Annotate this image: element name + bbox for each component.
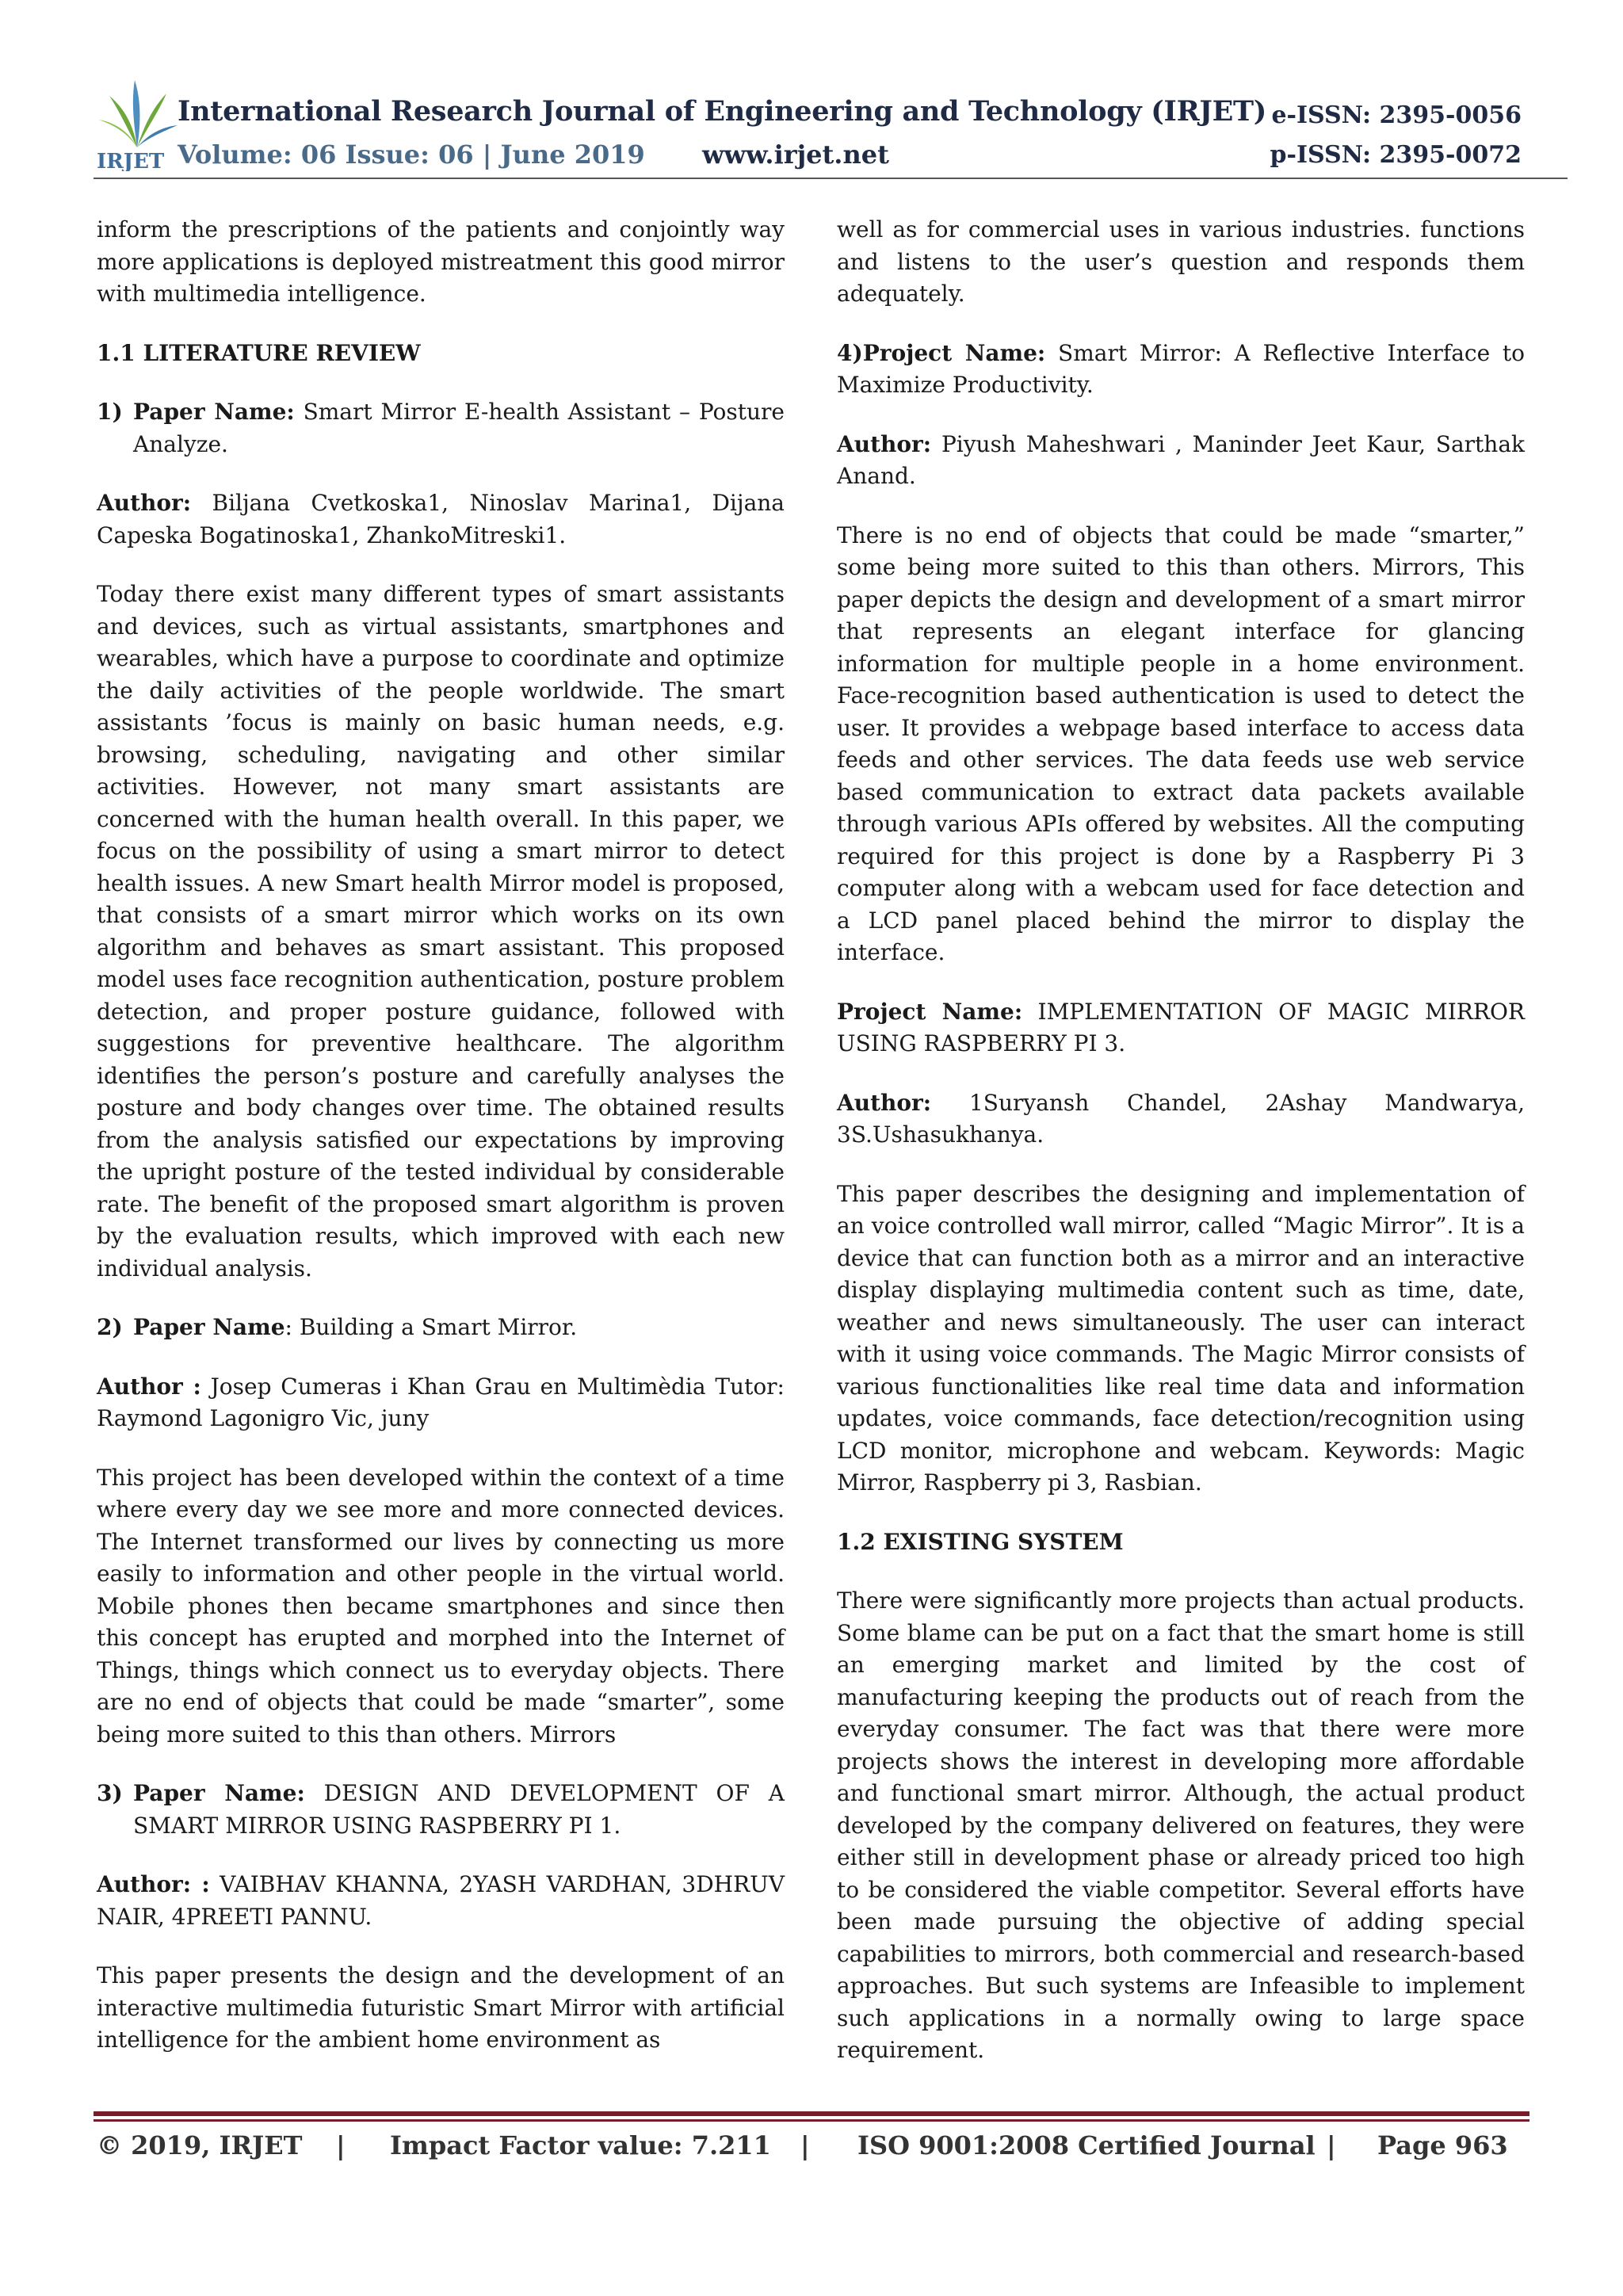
paper-2-number: 2) — [97, 1314, 123, 1340]
paper-3-abstract: This paper presents the design and the development of an interactive multimedia futuristic Smart Mirror with artificial intelligence for the ambient home environment as — [97, 1962, 785, 2053]
paper-1-authors — [97, 487, 785, 552]
journal-title: International Research Journal of Engineering and Technology (IRJET) — [178, 95, 1267, 128]
footer-impact-factor: Impact Factor value: 7.211 — [390, 2130, 771, 2160]
existing-system-body: There were significantly more projects than actual products. Some blame can be put on a fact that the smart home is still an emerging market and limited by the cost of manufacturing keeping the products out of reach from the everyday consumer. The fact was that there were more projects shows the interest in developing more affordable and functional smart mirror. Although, the actual product developed by the company delivered on features, they were either still in development phase or already priced too high to be considered the viable competitor. Several efforts have been made pursuing the objective of adding special capabilities to mirrors, both commercial and research-based approaches. But such systems are Infeasible to implement such applications in a normally owing to large space requirement. — [837, 1587, 1525, 2063]
project-4-label: 4)Project Name: — [837, 339, 1046, 366]
project-5-author-label: Author: — [837, 1089, 932, 1116]
footer-divider-bottom — [94, 2119, 1529, 2122]
paper-3-author-label: Author: : — [97, 1871, 210, 1897]
paper-2-author-label: Author : — [97, 1373, 201, 1400]
footer-separator: | — [336, 2130, 346, 2160]
page-footer — [97, 2130, 1533, 2170]
project-5-name: IMPLEMENTATION OF MAGIC MIRROR USING RASPBERRY PI 3. — [837, 998, 1525, 1056]
e-issn: e-ISSN: 2395-0056 — [1271, 101, 1522, 129]
right-column — [837, 214, 1525, 2094]
project-5-abstract: This paper describes the designing and implementation of an voice controlled wall mirror, called “Magic Mirror”. It is a device that can function both as a mirror and an interactive display displaying multimedia content such as time, date, weather and news simultaneously. The user can interact with it using voice commands. The Magic Mirror consists of various functionalities like real time data and information updates, voice commands, face detection/recognition using LCD monitor, microphone and webcam. Keywords: Magic Mirror, Raspberry pi 3, Rasbian. — [837, 1180, 1525, 1496]
paper-3-title — [97, 1778, 785, 1842]
paper-1-abstract: Today there exist many different types of smart assistants and devices, such as virtual assistants, smartphones and wearables, which have a purpose to coordinate and optimize the daily activities of the people worldwide. The smart assistants ’focus is mainly on basic human needs, e.g. browsing, scheduling, navigating and other similar activities. However, not many smart assistants are concerned with the human health overall. In this paper, we focus on the possibility of using a smart mirror to detect health issues. A new Smart health Mirror model is proposed, that consists of a smart mirror which works on its own algorithm and behaves as smart assistant. This proposed model uses face recognition authentication, posture problem detection, and proper posture guidance, followed with suggestions for preventive healthcare. The algorithm identifies the person’s posture and carefully analyses the posture and body changes over time. The obtained results from the analysis satisfied our expectations by improving the upright posture of the tested individual by considerable rate. The benefit of the proposed smart algorithm is proven by the evaluation results, which improved with each new individual analysis. — [97, 581, 785, 1282]
paper-3-number: 3) — [97, 1780, 123, 1806]
section-title-literature-review: 1.1 LITERATURE REVIEW — [97, 339, 421, 366]
p-issn: p-ISSN: 2395-0072 — [1270, 141, 1522, 169]
logo-text: IRJET — [97, 150, 165, 171]
paper-1-author-label: Author: — [97, 490, 192, 516]
left-column — [97, 214, 785, 2084]
project-5-author-names: 1Suryansh Chandel, 2Ashay Mandwarya, 3S.Ushasukhanya. — [837, 1089, 1525, 1148]
project-5-label: Project Name: — [837, 998, 1023, 1025]
section-title-existing-system: 1.2 EXISTING SYSTEM — [837, 1528, 1124, 1555]
project-4-authors — [837, 429, 1525, 493]
paper-2-name: : Building a Smart Mirror. — [285, 1314, 578, 1340]
paper-2-author-names: Josep Cumeras i Khan Grau en Multimèdia Tutor: Raymond Lagonigro Vic, juny — [97, 1373, 785, 1431]
project-4-abstract: There is no end of objects that could be made “smarter,” some being more suited to this than others. Mirrors, This paper depicts the design and development of a smart mirror that represents an elegant interface for glancing information for multiple people in a home environment. Face-recognition based authentication is used to detect the user. It provides a webpage based interface to access data feeds and other services. The data feeds use web service based communication to extract data packets available through various APIs offered by websites. All the computing required for this project is done by a Raspberry Pi 3 computer along with a webcam used for face detection and a LCD panel placed behind the mirror to display the interface. — [837, 521, 1525, 965]
intro-paragraph: inform the prescriptions of the patients and conjointly way more applications is deployed mistreatment this good mirror with multimedia intelligence. — [97, 216, 785, 307]
volume-issue: Volume: 06 Issue: 06 | June 2019 — [178, 139, 645, 170]
paper-3-label: Paper Name: — [133, 1780, 305, 1806]
irjet-logo-icon — [94, 76, 181, 171]
footer-separator: | — [800, 2130, 810, 2160]
project-4-title — [837, 338, 1525, 402]
project-5-title — [837, 996, 1525, 1060]
paper-2-abstract: This project has been developed within the context of a time where every day we see more and more connected devices. The Internet transformed our lives by connecting us more easily to information and other people in the virtual world. Mobile phones then became smartphones and since then this concept has erupted and morphed into the Internet of Things, things which connect us to everyday objects. There are no end of objects that could be made “smarter”, some being more suited to this than others. Mirrors — [97, 1464, 785, 1748]
project-4-author-names: Piyush Maheshwari , Maninder Jeet Kaur, Sarthak Anand. — [837, 430, 1525, 489]
paper-2-label: Paper Name — [133, 1314, 285, 1340]
paper-1-label: Paper Name: — [133, 399, 295, 425]
continued-paragraph: well as for commercial uses in various industries. functions and listens to the user’s question and responds them adequately. — [837, 216, 1525, 307]
paper-1-name: Smart Mirror E-health Assistant – Posture Analyze. — [133, 399, 785, 457]
project-4-name: Smart Mirror: A Reflective Interface to Maximize Productivity. — [837, 339, 1526, 398]
paper-2-title — [97, 1312, 785, 1344]
paper-3-authors — [97, 1869, 785, 1933]
project-5-authors — [837, 1087, 1525, 1152]
footer-copyright: © 2019, IRJET — [97, 2130, 303, 2160]
paper-3-author-names: VAIBHAV KHANNA, 2YASH VARDHAN, 3DHRUV NAIR, 4PREETI PANNU. — [97, 1871, 785, 1930]
paper-1-author-names: Biljana Cvetkoska1, Ninoslav Marina1, Dijana Capeska Bogatinoska1, ZhankoMitreski1. — [97, 490, 785, 548]
header-divider — [94, 178, 1568, 179]
paper-1-title — [97, 396, 785, 460]
footer-iso-certification: ISO 9001:2008 Certified Journal — [857, 2130, 1316, 2160]
project-4-author-label: Author: — [837, 430, 932, 457]
footer-separator: | — [1327, 2130, 1336, 2160]
paper-2-authors — [97, 1371, 785, 1435]
footer-divider-top — [94, 2111, 1529, 2116]
footer-page-number: Page 963 — [1377, 2130, 1508, 2160]
paper-3-name: DESIGN AND DEVELOPMENT OF A SMART MIRROR USING RASPBERRY PI 1. — [133, 1780, 785, 1839]
paper-1-number: 1) — [97, 399, 123, 425]
page-header — [94, 76, 1568, 179]
journal-website[interactable]: www.irjet.net — [702, 139, 889, 170]
